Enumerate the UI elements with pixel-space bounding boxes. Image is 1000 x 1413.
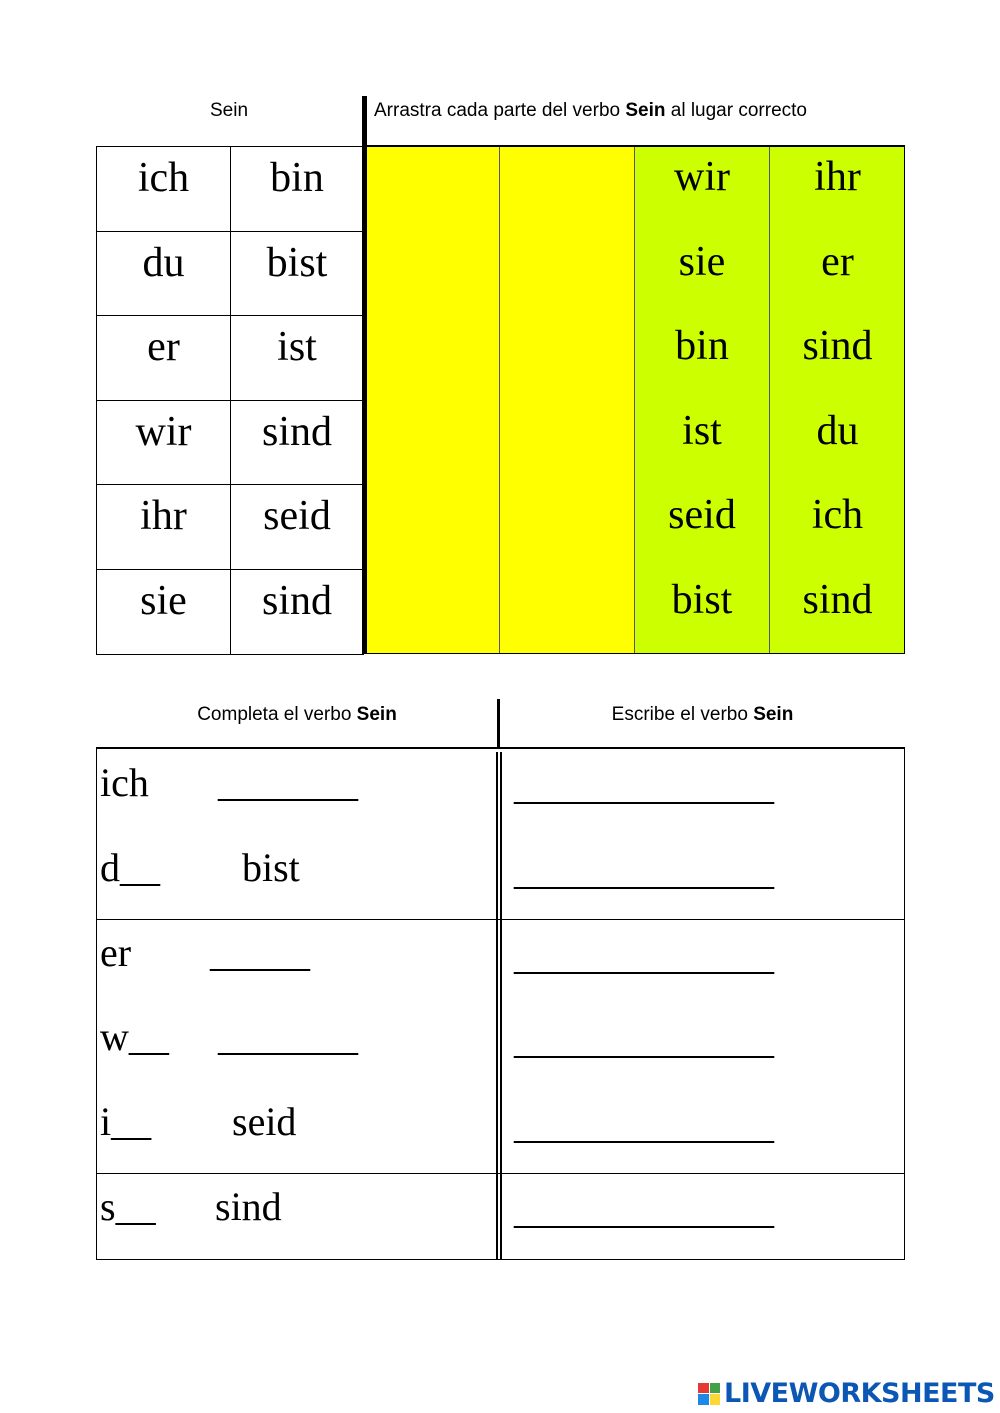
write-answer-line[interactable]: _____________	[514, 1017, 774, 1063]
draggable-word-tile[interactable]: du	[769, 400, 905, 485]
verb-blank[interactable]: bist	[242, 844, 300, 890]
instruction-drag-bold: Sein	[625, 100, 666, 121]
draggable-word-tile[interactable]: er	[769, 231, 905, 316]
drop-zone[interactable]	[499, 400, 634, 485]
verb-cell: bist	[230, 231, 364, 317]
drop-zone[interactable]	[499, 315, 634, 400]
verb-blank[interactable]: sind	[215, 1184, 282, 1229]
drop-zone[interactable]	[499, 569, 634, 654]
instruction-drag-suffix: al lugar correcto	[665, 100, 807, 121]
draggable-word-tile[interactable]: ich	[769, 484, 905, 569]
top-left-header	[96, 100, 362, 122]
write-answer-line[interactable]: _____________	[514, 1187, 774, 1232]
instruction-write-text: Escribe el verbo	[611, 704, 754, 725]
drop-zone[interactable]	[366, 400, 499, 485]
pronoun-cell: wir	[96, 400, 231, 486]
logo-square	[698, 1383, 709, 1394]
draggable-word-tile[interactable]: ihr	[769, 146, 905, 231]
verb-blank[interactable]: seid	[232, 1099, 297, 1145]
draggable-word-tile[interactable]: ist	[634, 400, 769, 485]
verb-cell: sind	[230, 569, 364, 655]
pronoun-cell: sie	[96, 569, 231, 655]
draggable-word-tile[interactable]: wir	[634, 146, 769, 231]
logo-square	[698, 1394, 709, 1405]
instruction-complete-text: Completa el verbo	[197, 704, 357, 725]
pronoun-blank[interactable]: w__	[100, 1014, 169, 1060]
draggable-word-tile[interactable]: bist	[634, 569, 769, 654]
drop-zone[interactable]	[366, 484, 499, 569]
draggable-word-tile[interactable]: sie	[634, 231, 769, 316]
instruction-drag-text: Arrastra cada parte del verbo	[374, 100, 626, 121]
logo-mark-icon	[698, 1383, 720, 1405]
write-answer-line[interactable]: _____________	[514, 932, 774, 978]
liveworksheets-logo	[698, 1378, 995, 1409]
pronoun-blank[interactable]: ich	[100, 760, 149, 805]
verb-blank[interactable]: _______	[218, 760, 358, 805]
pronoun-blank[interactable]: d__	[100, 844, 160, 890]
instruction-complete-bold: Sein	[356, 704, 397, 725]
drop-zone[interactable]	[366, 569, 499, 654]
verb-cell: seid	[230, 484, 364, 570]
sein-title: Sein	[209, 100, 249, 121]
draggable-word-tile[interactable]: sind	[769, 569, 905, 654]
logo-square	[710, 1383, 721, 1394]
write-answer-line[interactable]: _____________	[514, 1102, 774, 1148]
drop-zone[interactable]	[499, 484, 634, 569]
verb-blank[interactable]: _____	[210, 929, 310, 975]
pronoun-blank[interactable]: s__	[100, 1184, 156, 1229]
draggable-word-tile[interactable]: bin	[634, 315, 769, 400]
draggable-word-tile[interactable]: sind	[769, 315, 905, 400]
write-answer-line[interactable]: _____________	[514, 763, 774, 808]
verb-blank[interactable]: _______	[218, 1014, 358, 1060]
drop-zone[interactable]	[366, 146, 499, 231]
logo-square	[710, 1394, 721, 1405]
drop-zone[interactable]	[366, 231, 499, 316]
logo-text: LIVEWORKSHEETS	[724, 1378, 995, 1409]
top-divider	[362, 96, 367, 654]
instruction-drag	[374, 100, 807, 122]
bottom-mid-divider	[496, 752, 502, 1260]
pronoun-blank[interactable]: i__	[100, 1099, 152, 1145]
pronoun-cell: du	[96, 231, 231, 317]
drop-zone[interactable]	[499, 231, 634, 316]
instruction-write-bold: Sein	[753, 704, 794, 725]
write-answer-line[interactable]: _____________	[514, 847, 774, 893]
bottom-header-divider	[497, 699, 500, 749]
drop-zone[interactable]	[366, 315, 499, 400]
drop-zone[interactable]	[499, 146, 634, 231]
instruction-write	[500, 704, 905, 726]
instruction-complete	[96, 704, 498, 726]
pronoun-cell: ihr	[96, 484, 231, 570]
verb-cell: sind	[230, 400, 364, 486]
verb-cell: bin	[230, 146, 364, 232]
verb-cell: ist	[230, 315, 364, 401]
pronoun-cell: ich	[96, 146, 231, 232]
pronoun-blank[interactable]: er	[100, 929, 132, 975]
draggable-word-tile[interactable]: seid	[634, 484, 769, 569]
pronoun-cell: er	[96, 315, 231, 401]
